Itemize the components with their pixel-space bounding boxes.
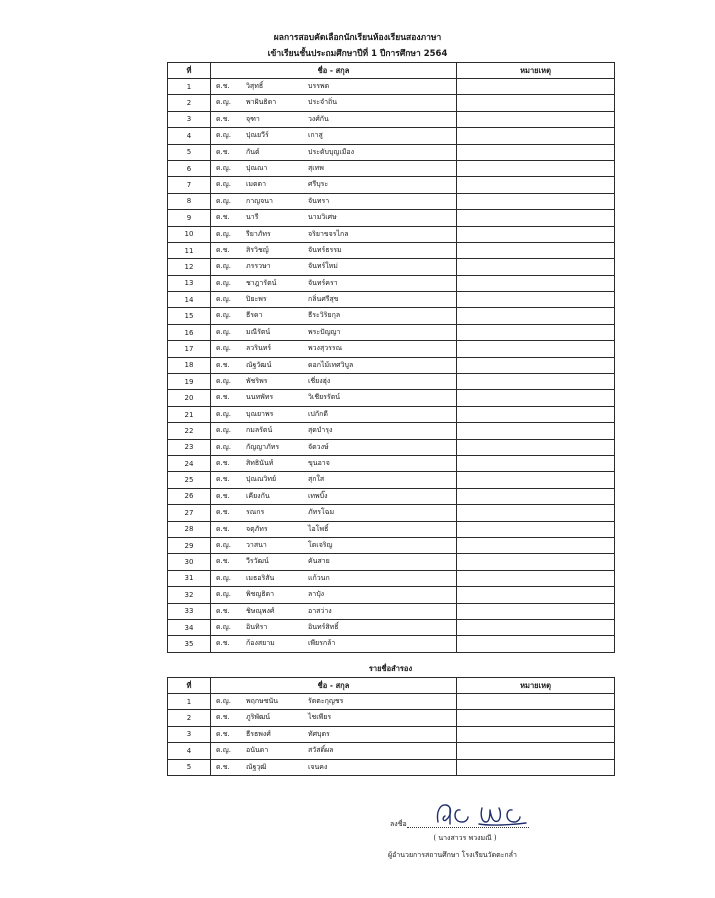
name-prefix: ด.ญ.	[216, 573, 231, 582]
first-name: ณัฐวุฒิ	[246, 762, 267, 771]
note-cell	[457, 177, 615, 193]
first-name: อินทิรา	[246, 622, 268, 631]
first-name: รียาภัทร	[246, 229, 271, 238]
note-cell	[457, 488, 615, 504]
note-cell	[457, 357, 615, 373]
row-number: 5	[168, 759, 211, 775]
first-name: ธีรธพงศ์	[246, 729, 271, 738]
document-title: ผลการสอบคัดเลือกนักเรียนห้องเรียนสองภาษา	[273, 33, 442, 43]
name-prefix: ด.ญ.	[216, 98, 231, 107]
student-name-cell	[211, 570, 457, 586]
first-name: ธีรดา	[246, 311, 263, 320]
table-header-row	[168, 63, 615, 79]
table-row	[168, 390, 615, 406]
first-name: ลวรินทร์	[246, 344, 272, 353]
note-cell	[457, 570, 615, 586]
row-number: 1	[168, 694, 211, 710]
last-name: เปกักดี	[308, 409, 328, 418]
row-number: 15	[168, 308, 211, 324]
student-name-cell	[211, 128, 457, 144]
document-subtitle: เข้าเรียนชั้นประถมศึกษาปีที่ 1 ปีการศึกษา 2564	[267, 49, 448, 59]
first-name: เมตตา	[246, 180, 267, 189]
last-name: ดอกไม้เทศวิบูล	[308, 360, 354, 369]
note-cell	[457, 537, 615, 553]
first-name: ชาฎารัตน์	[246, 278, 277, 287]
name-prefix: ด.ช.	[216, 147, 230, 156]
student-name-cell	[211, 759, 457, 775]
first-name: กัญญาภัทร	[246, 442, 280, 451]
name-prefix: ด.ช.	[216, 360, 230, 369]
table-row	[168, 95, 615, 111]
row-number: 29	[168, 537, 211, 553]
table-row	[168, 341, 615, 357]
last-name: สุเทพ	[308, 163, 324, 172]
row-number: 2	[168, 95, 211, 111]
student-name-cell	[211, 308, 457, 324]
last-name: สุกใส	[308, 475, 325, 484]
name-prefix: ด.ช.	[216, 114, 230, 123]
note-cell	[457, 95, 615, 111]
table-row	[168, 128, 615, 144]
name-prefix: ด.ช.	[216, 713, 230, 722]
last-name: ธีระวิริยกุล	[308, 311, 341, 320]
name-prefix: ด.ญ.	[216, 622, 231, 631]
note-cell	[457, 160, 615, 176]
note-cell	[457, 242, 615, 258]
last-name: นามวิเศษ	[308, 213, 337, 222]
last-name: อินทร์สิทธิ์	[308, 622, 339, 631]
student-name-cell	[211, 505, 457, 521]
student-name-cell	[211, 79, 457, 95]
row-number: 30	[168, 554, 211, 570]
name-prefix: ด.ช.	[216, 557, 230, 566]
last-name: สุดบำรุง	[308, 426, 333, 435]
student-name-cell	[211, 357, 457, 373]
last-name: คันสาย	[308, 557, 330, 566]
student-name-cell	[211, 406, 457, 422]
column-header-name: ชื่อ - สกุล	[211, 678, 457, 694]
table-row	[168, 144, 615, 160]
table-row	[168, 570, 615, 586]
first-name: กันต์	[246, 147, 260, 156]
row-number: 1	[168, 79, 211, 95]
note-cell	[457, 324, 615, 340]
table-row	[168, 111, 615, 127]
first-name: อนันดา	[246, 746, 269, 755]
row-number: 34	[168, 619, 211, 635]
table-row	[168, 226, 615, 242]
note-cell	[457, 406, 615, 422]
name-prefix: ด.ญ.	[216, 311, 231, 320]
row-number: 27	[168, 505, 211, 521]
last-name: จันทร์ใหม่	[308, 262, 338, 271]
student-name-cell	[211, 619, 457, 635]
signature-label: ลงชื่อ	[390, 820, 407, 828]
column-header-note: หมายเหตุ	[457, 63, 615, 79]
last-name: วิเชียรรัตน์	[308, 393, 341, 402]
name-prefix: ด.ญ.	[216, 229, 231, 238]
student-name-cell	[211, 710, 457, 726]
first-name: ปุณณา	[246, 163, 268, 172]
last-name: ประดับบุญเมือง	[308, 147, 354, 156]
note-cell	[457, 743, 615, 759]
student-name-cell	[211, 537, 457, 553]
student-name-cell	[211, 144, 457, 160]
table-row	[168, 292, 615, 308]
name-prefix: ด.ช.	[216, 475, 230, 484]
student-name-cell	[211, 324, 457, 340]
note-cell	[457, 636, 615, 652]
last-name: จัดวงษ์	[308, 442, 329, 451]
student-name-cell	[211, 423, 457, 439]
student-name-cell	[211, 726, 457, 742]
first-name: พฤกษชนัน	[246, 697, 279, 705]
note-cell	[457, 390, 615, 406]
row-number: 3	[168, 111, 211, 127]
name-prefix: ด.ญ.	[216, 196, 231, 205]
table-row	[168, 554, 615, 570]
table-row	[168, 160, 615, 176]
note-cell	[457, 259, 615, 275]
row-number: 21	[168, 406, 211, 422]
first-name: วาสนา	[246, 540, 267, 549]
note-cell	[457, 193, 615, 209]
name-prefix: ด.ญ.	[216, 131, 231, 140]
student-name-cell	[211, 554, 457, 570]
first-name: พิชญธิดา	[246, 590, 275, 599]
note-cell	[457, 275, 615, 291]
last-name: จันทร์ธรรม	[308, 245, 342, 254]
column-header-number: ที่	[168, 63, 211, 79]
row-number: 6	[168, 160, 211, 176]
name-prefix: ด.ช.	[216, 524, 230, 533]
row-number: 17	[168, 341, 211, 357]
last-name: ภัทรโฉม	[308, 508, 335, 517]
last-name: จันทรา	[308, 196, 330, 205]
name-prefix: ด.ช.	[216, 606, 230, 615]
first-name: รณกร	[246, 508, 265, 517]
note-cell	[457, 374, 615, 390]
name-prefix: ด.ช.	[216, 458, 230, 467]
row-number: 25	[168, 472, 211, 488]
last-name: แก้วนก	[308, 573, 330, 582]
name-prefix: ด.ช.	[216, 393, 230, 402]
column-header-note: หมายเหตุ	[457, 678, 615, 694]
table-row	[168, 242, 615, 258]
last-name: เชี่ยงฮุ่ง	[308, 377, 331, 386]
last-name: เกาสู	[308, 131, 323, 140]
student-name-cell	[211, 292, 457, 308]
name-prefix: ด.ญ.	[216, 327, 231, 336]
table-row	[168, 488, 615, 504]
row-number: 20	[168, 390, 211, 406]
row-number: 26	[168, 488, 211, 504]
first-name: ภูริพัฒน์	[246, 713, 271, 722]
name-prefix: ด.ญ.	[216, 262, 231, 271]
student-name-cell	[211, 111, 457, 127]
name-prefix: ด.ญ.	[216, 278, 231, 287]
column-header-number: ที่	[168, 678, 211, 694]
table-row	[168, 423, 615, 439]
row-number: 31	[168, 570, 211, 586]
student-name-cell	[211, 603, 457, 619]
note-cell	[457, 144, 615, 160]
name-prefix: ด.ช.	[216, 508, 230, 517]
student-name-cell	[211, 455, 457, 471]
last-name: ทัศบุตร	[308, 729, 330, 738]
note-cell	[457, 128, 615, 144]
last-name: ไอโพธิ์	[308, 524, 329, 533]
first-name: นารี	[246, 213, 259, 222]
first-name: กมลรัตน์	[246, 426, 273, 435]
student-name-cell	[211, 177, 457, 193]
name-prefix: ด.ญ.	[216, 442, 231, 451]
table-row	[168, 694, 615, 710]
row-number: 2	[168, 710, 211, 726]
table-row	[168, 374, 615, 390]
signer-name: ( นางสาวร พวงมณี )	[433, 834, 497, 842]
name-prefix: ด.ช.	[216, 245, 230, 254]
row-number: 19	[168, 374, 211, 390]
student-name-cell	[211, 259, 457, 275]
row-number: 3	[168, 726, 211, 742]
last-name: วงศ์กัน	[308, 114, 329, 123]
student-name-cell	[211, 193, 457, 209]
last-name: เจนคง	[308, 762, 328, 771]
last-name: โตเจริญ	[308, 540, 333, 549]
student-name-cell	[211, 390, 457, 406]
note-cell	[457, 423, 615, 439]
row-number: 8	[168, 193, 211, 209]
last-name: จริยาขจรไกล	[308, 229, 349, 238]
row-number: 28	[168, 521, 211, 537]
last-name: ขุนอาจ	[308, 458, 330, 467]
name-prefix: ด.ญ.	[216, 295, 231, 304]
last-name: พวงสุวรรณ	[308, 344, 343, 353]
table-row	[168, 603, 615, 619]
table-row	[168, 587, 615, 603]
table-row	[168, 505, 615, 521]
last-name: บรรพต	[308, 82, 330, 90]
table-row	[168, 406, 615, 422]
note-cell	[457, 79, 615, 95]
note-cell	[457, 726, 615, 742]
table-row	[168, 743, 615, 759]
row-number: 32	[168, 587, 211, 603]
first-name: จตุภัทร	[246, 524, 268, 533]
table-row	[168, 455, 615, 471]
table-row	[168, 521, 615, 537]
student-name-cell	[211, 275, 457, 291]
table-row	[168, 636, 615, 652]
table-row	[168, 439, 615, 455]
note-cell	[457, 521, 615, 537]
last-name: ลาปุ๋ง	[308, 590, 325, 599]
note-cell	[457, 587, 615, 603]
last-name: สวัสดิ์ผล	[308, 746, 334, 755]
last-name: ศรีบุระ	[308, 180, 329, 189]
first-name: วิสุทธิ์	[246, 82, 264, 90]
table-row	[168, 710, 615, 726]
note-cell	[457, 455, 615, 471]
last-name: อาสว่าง	[308, 606, 332, 615]
student-name-cell	[211, 636, 457, 652]
main-results-table	[167, 62, 615, 653]
reserve-table	[167, 677, 615, 776]
table-row	[168, 210, 615, 226]
first-name: บุณยาพร	[246, 409, 274, 418]
student-name-cell	[211, 341, 457, 357]
name-prefix: ด.ญ.	[216, 697, 231, 705]
name-prefix: ด.ญ.	[216, 180, 231, 189]
first-name: เมธอริสัน	[246, 573, 275, 582]
last-name: เทพบิ๊ง	[308, 491, 328, 500]
table-row	[168, 193, 615, 209]
student-name-cell	[211, 488, 457, 504]
student-name-cell	[211, 374, 457, 390]
first-name: มณีรัตน์	[246, 327, 271, 336]
name-prefix: ด.ญ.	[216, 409, 231, 418]
row-number: 10	[168, 226, 211, 242]
student-name-cell	[211, 472, 457, 488]
row-number: 23	[168, 439, 211, 455]
name-prefix: ด.ช.	[216, 491, 230, 500]
table-row	[168, 79, 615, 95]
last-name: รัตตะกุญชร	[308, 697, 344, 705]
table-row	[168, 275, 615, 291]
table-row	[168, 324, 615, 340]
row-number: 9	[168, 210, 211, 226]
row-number: 4	[168, 743, 211, 759]
name-prefix: ด.ญ.	[216, 377, 231, 386]
name-prefix: ด.ช.	[216, 82, 230, 90]
row-number: 16	[168, 324, 211, 340]
name-prefix: ด.ช.	[216, 639, 230, 648]
student-name-cell	[211, 521, 457, 537]
note-cell	[457, 710, 615, 726]
table-row	[168, 308, 615, 324]
name-prefix: ด.ญ.	[216, 590, 231, 599]
row-number: 14	[168, 292, 211, 308]
row-number: 4	[168, 128, 211, 144]
row-number: 24	[168, 455, 211, 471]
table-row	[168, 537, 615, 553]
last-name: ไชเพียร	[308, 713, 332, 722]
student-name-cell	[211, 743, 457, 759]
name-prefix: ด.ญ.	[216, 344, 231, 353]
row-number: 7	[168, 177, 211, 193]
last-name: เพียรกล้า	[308, 639, 336, 648]
last-name: พระปัญญา	[308, 327, 341, 336]
note-cell	[457, 505, 615, 521]
column-header-name: ชื่อ - สกุล	[211, 63, 457, 79]
name-prefix: ด.ญ.	[216, 746, 231, 755]
last-name: ประจำถิ่น	[308, 98, 338, 107]
first-name: พาฝันธิดา	[246, 98, 277, 107]
student-name-cell	[211, 242, 457, 258]
first-name: ปุณณวิทย์	[246, 475, 277, 484]
table-row	[168, 759, 615, 775]
first-name: เคียงกัน	[246, 491, 270, 500]
name-prefix: ด.ช.	[216, 213, 230, 222]
name-prefix: ด.ช.	[216, 762, 230, 771]
first-name: จุฑา	[246, 114, 260, 123]
student-name-cell	[211, 160, 457, 176]
row-number: 22	[168, 423, 211, 439]
first-name: ปุณยวีร์	[246, 131, 269, 140]
first-name: ปิยะพร	[246, 295, 267, 304]
row-number: 35	[168, 636, 211, 652]
name-prefix: ด.ช.	[216, 729, 230, 738]
student-name-cell	[211, 226, 457, 242]
table-row	[168, 726, 615, 742]
note-cell	[457, 226, 615, 242]
row-number: 12	[168, 259, 211, 275]
first-name: พัชริพร	[246, 377, 268, 386]
first-name: สิทธินันท์	[246, 458, 274, 467]
note-cell	[457, 759, 615, 775]
reserve-list-title: รายชื่อสำรอง	[368, 664, 413, 673]
student-name-cell	[211, 210, 457, 226]
note-cell	[457, 439, 615, 455]
table-row	[168, 472, 615, 488]
name-prefix: ด.ญ.	[216, 163, 231, 172]
row-number: 5	[168, 144, 211, 160]
note-cell	[457, 554, 615, 570]
student-name-cell	[211, 439, 457, 455]
table-header-row	[168, 678, 615, 694]
signer-position: ผู้อำนวยการสถานศึกษา โรงเรียนวัดตะกล่ำ	[388, 851, 517, 859]
table-row	[168, 619, 615, 635]
name-prefix: ด.ญ.	[216, 426, 231, 435]
note-cell	[457, 308, 615, 324]
note-cell	[457, 341, 615, 357]
note-cell	[457, 619, 615, 635]
student-name-cell	[211, 694, 457, 710]
row-number: 18	[168, 357, 211, 373]
table-row	[168, 177, 615, 193]
table-row	[168, 357, 615, 373]
first-name: กาญจนา	[246, 196, 273, 205]
row-number: 33	[168, 603, 211, 619]
first-name: สิรวิชญ์	[246, 245, 269, 254]
row-number: 13	[168, 275, 211, 291]
note-cell	[457, 603, 615, 619]
note-cell	[457, 694, 615, 710]
note-cell	[457, 292, 615, 308]
row-number: 11	[168, 242, 211, 258]
first-name: ชิษณุพงศ์	[246, 606, 275, 615]
student-name-cell	[211, 587, 457, 603]
first-name: ณัฐวัฒน์	[246, 360, 272, 369]
first-name: ก้องสยาม	[246, 639, 275, 648]
first-name: นนทพัทร	[246, 393, 274, 402]
note-cell	[457, 472, 615, 488]
last-name: กลิ่นศรีสุข	[308, 295, 339, 304]
handwritten-signature	[430, 800, 540, 830]
note-cell	[457, 210, 615, 226]
name-prefix: ด.ญ.	[216, 540, 231, 549]
table-row	[168, 259, 615, 275]
student-name-cell	[211, 95, 457, 111]
first-name: วีรวัฒน์	[246, 557, 269, 566]
first-name: ภรรวษา	[246, 262, 271, 271]
note-cell	[457, 111, 615, 127]
last-name: จันทร์ครา	[308, 278, 338, 287]
